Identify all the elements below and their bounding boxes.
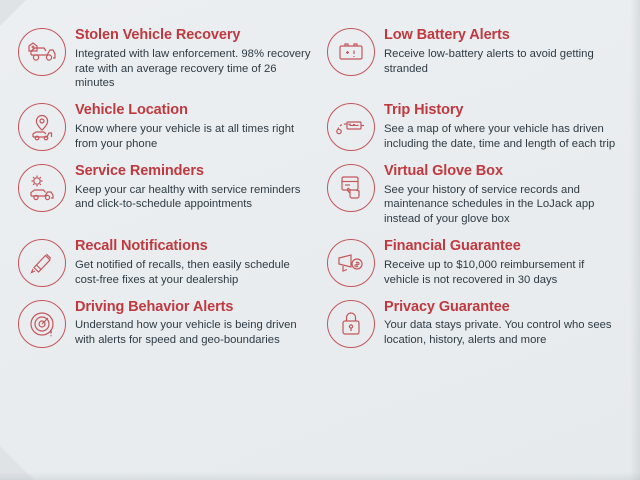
feature-description: Understand how your vehicle is being driven with alerts for speed and geo-boundaries [75, 319, 297, 347]
feature-description: Receive up to $10,000 reimbursement if vehicle is not recovered in 30 days [384, 258, 585, 286]
feature-text-block [384, 162, 622, 227]
feature-title: Virtual Glove Box [384, 162, 503, 179]
feature-description: Receive low-battery alerts to avoid getting stranded [384, 47, 594, 75]
feature-item-vehicle-location [18, 101, 313, 151]
feature-title: Financial Guarantee [384, 238, 521, 255]
feature-item-financial-guarantee [327, 237, 622, 287]
recall-notification-megaphone-icon [18, 239, 66, 287]
driving-behavior-speedometer-icon [18, 300, 66, 348]
feature-title: Low Battery Alerts [384, 27, 510, 43]
feature-text-block [75, 162, 313, 212]
feature-description: See your history of service records and maintenance schedules in the LoJack app instead of your glove box [384, 183, 595, 226]
stolen-vehicle-recovery-icon [18, 28, 66, 76]
feature-title: Service Reminders [75, 162, 204, 179]
feature-text-block [384, 237, 622, 287]
trip-history-icon [327, 103, 375, 151]
feature-description: Integrated with law enforcement. 98% recovery rate with an average recovery time of 26 minutes [75, 47, 311, 90]
feature-text-block [384, 298, 622, 348]
feature-item-low-battery-alerts [327, 26, 622, 91]
service-reminder-gear-car-icon [18, 164, 66, 212]
corner-fold-top-left [0, 0, 26, 26]
feature-item-recall-notifications [18, 237, 313, 287]
feature-description: Keep your car healthy with service reminders and click-to-schedule appointments [75, 183, 301, 211]
feature-text-block [75, 101, 313, 151]
low-battery-alert-icon [327, 28, 375, 76]
feature-item-service-reminders [18, 162, 313, 227]
financial-guarantee-money-icon [327, 239, 375, 287]
feature-text-block [384, 26, 622, 76]
privacy-guarantee-lock-icon [327, 300, 375, 348]
feature-title: Recall Notifications [75, 238, 208, 255]
feature-title: Driving Behavior Alerts [75, 298, 234, 315]
feature-item-virtual-glove-box [327, 162, 622, 227]
feature-description: See a map of where your vehicle has driven including the date, time and length of each trip [384, 123, 616, 150]
feature-item-stolen-vehicle-recovery [18, 26, 313, 91]
feature-grid [18, 26, 622, 348]
feature-text-block [75, 237, 313, 287]
feature-title: Vehicle Location [75, 102, 188, 119]
feature-item-driving-behavior-alerts [18, 298, 313, 348]
feature-item-privacy-guarantee [327, 298, 622, 348]
page-edge-right [630, 0, 640, 480]
virtual-glove-box-icon [327, 164, 375, 212]
feature-title: Stolen Vehicle Recovery [75, 27, 241, 43]
feature-description: Your data stays private. You control who sees location, history, alerts and more [384, 319, 612, 347]
feature-description: Know where your vehicle is at all times right from your phone [75, 123, 295, 150]
feature-title: Trip History [384, 102, 464, 119]
vehicle-location-pin-icon [18, 103, 66, 151]
feature-text-block [384, 101, 622, 151]
feature-title: Privacy Guarantee [384, 298, 510, 315]
feature-text-block [75, 298, 313, 348]
feature-description: Get notified of recalls, then easily schedule cost-free fixes at your dealership [75, 258, 290, 286]
page-edge-bottom [0, 472, 640, 480]
feature-text-block [75, 26, 313, 91]
feature-item-trip-history [327, 101, 622, 151]
